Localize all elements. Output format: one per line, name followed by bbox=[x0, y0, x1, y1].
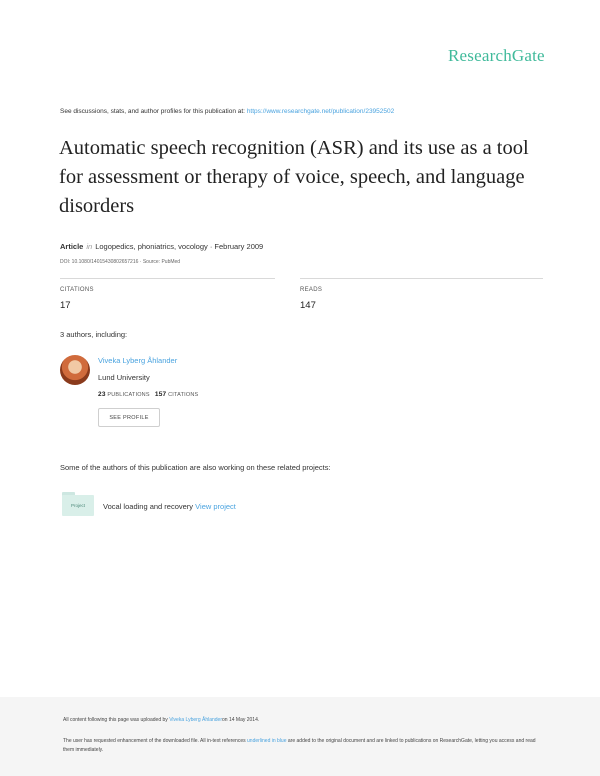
see-profile-button[interactable]: SEE PROFILE bbox=[98, 408, 160, 427]
publication-meta bbox=[60, 242, 263, 251]
researchgate-logo[interactable]: ResearchGate bbox=[448, 46, 545, 65]
avatar[interactable] bbox=[60, 355, 90, 385]
author-stats bbox=[98, 391, 198, 398]
project-folder-icon bbox=[62, 492, 94, 516]
author-institution: Lund University bbox=[98, 373, 150, 382]
publication-title: Automatic speech recognition (ASR) and its use as a tool for assessment or therapy of voice, speech, and language disorders bbox=[59, 137, 529, 217]
divider-citations bbox=[60, 278, 275, 279]
footer-upload-prefix: All content following this page was uploaded by bbox=[63, 717, 168, 723]
folder-label: Project bbox=[62, 495, 94, 516]
author-citations-label: CITATIONS bbox=[168, 392, 199, 398]
journal-info: Logopedics, phoniatrics, vocology · February 2009 bbox=[95, 242, 264, 251]
publication-url-link[interactable]: https://www.researchgate.net/publication/23952502 bbox=[246, 108, 395, 115]
underlined-in-blue-link[interactable]: underlined in blue bbox=[247, 738, 287, 744]
footer-enhancement-prefix: The user has requested enhancement of the downloaded file. All in-text references bbox=[63, 738, 246, 744]
citations-label: CITATIONS bbox=[60, 287, 94, 293]
view-project-link[interactable]: View project bbox=[195, 502, 236, 511]
publication-type: Article bbox=[60, 242, 84, 251]
author-citations-count: 157 bbox=[154, 391, 167, 398]
authors-heading: 3 authors, including: bbox=[60, 330, 128, 339]
related-projects-heading: Some of the authors of this publication are also working on these related projects: bbox=[60, 463, 331, 472]
author-publications-label: PUBLICATIONS bbox=[107, 392, 150, 398]
author-publications-count: 23 bbox=[98, 391, 106, 398]
author-name-link[interactable]: Viveka Lyberg Åhlander bbox=[98, 356, 178, 365]
footer-enhancement-suffix: are added to the original document and are linked to publications on ResearchGate, letting you access and read them immediately. bbox=[63, 738, 536, 753]
reads-label: READS bbox=[300, 287, 323, 293]
footer-enhancement-note bbox=[63, 737, 543, 755]
project-item bbox=[103, 502, 236, 511]
discussion-text: See discussions, stats, and author profiles for this publication at: bbox=[60, 108, 245, 115]
reads-value: 147 bbox=[300, 300, 316, 311]
in-label: in bbox=[86, 242, 93, 251]
footer-upload-suffix: on 14 May 2014. bbox=[222, 717, 260, 723]
divider-reads bbox=[300, 278, 543, 279]
citations-value: 17 bbox=[60, 300, 71, 311]
uploader-link[interactable]: Viveka Lyberg Åhlander bbox=[169, 717, 222, 723]
project-name: Vocal loading and recovery bbox=[103, 502, 194, 511]
doi-source: DOI: 10.1080/14015430802657216 · Source: PubMed bbox=[60, 259, 181, 265]
footer-upload-note bbox=[63, 717, 259, 723]
discussion-note bbox=[60, 108, 394, 115]
